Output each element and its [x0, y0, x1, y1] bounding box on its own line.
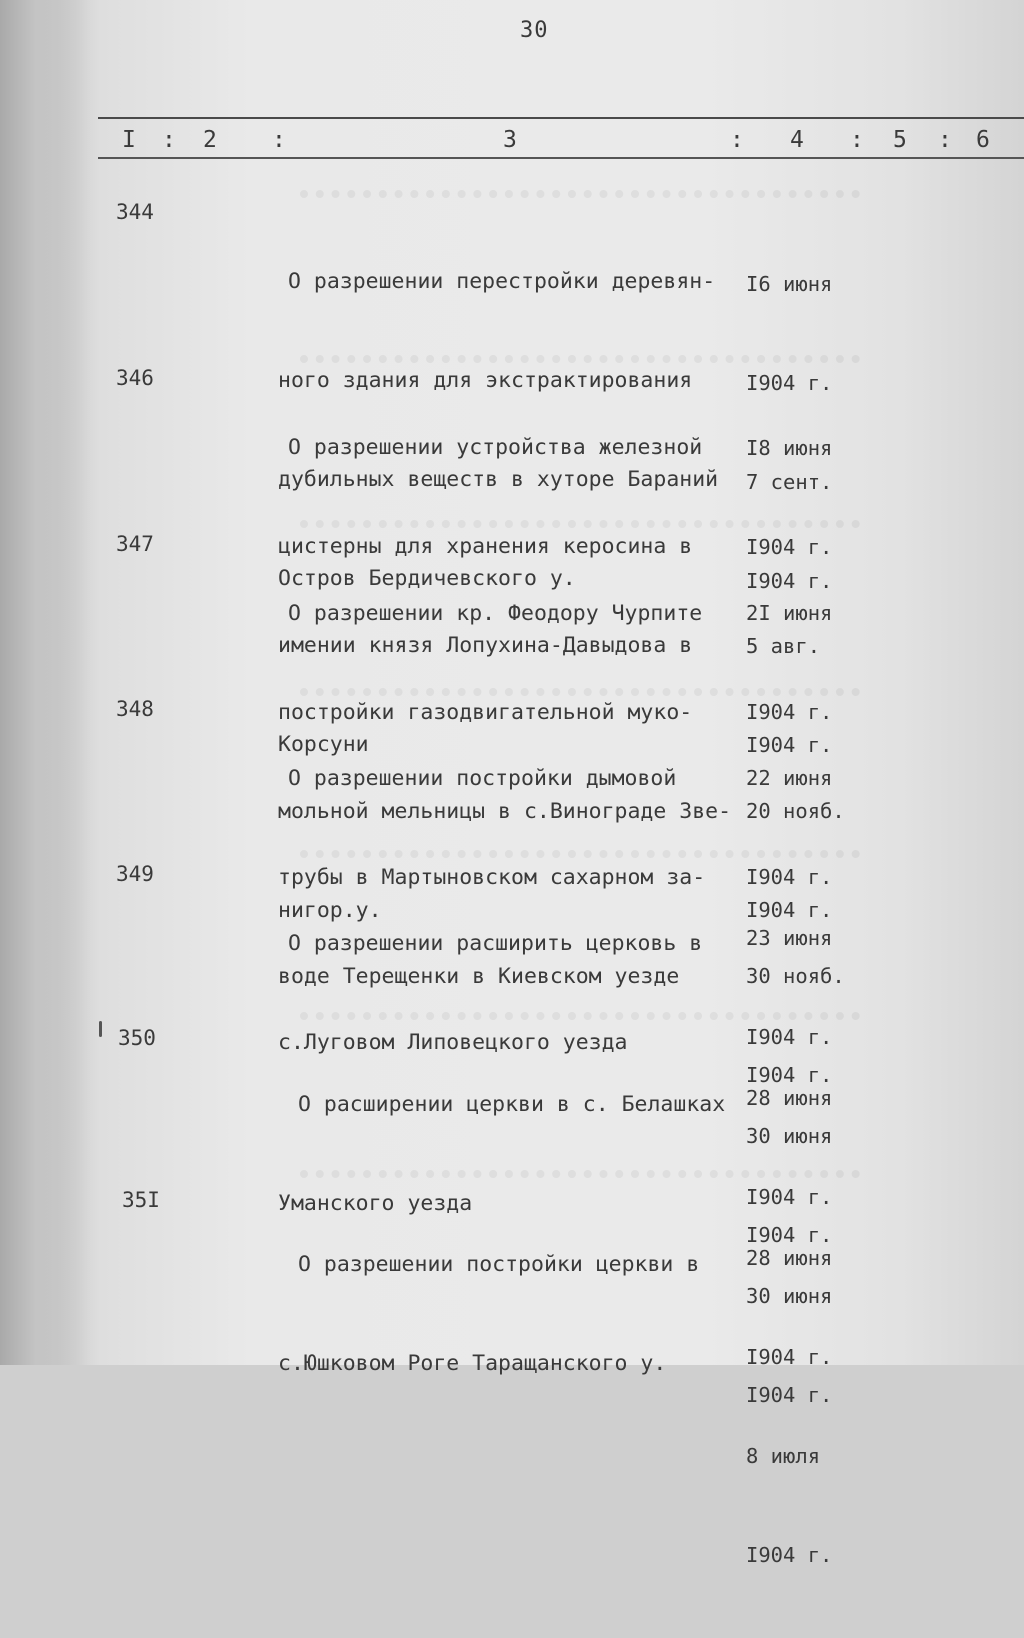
entry-date-line: 28 июня [746, 1246, 833, 1270]
column-header-1: I [122, 127, 136, 153]
entry-date-line: I904 г. [746, 1063, 833, 1087]
entry-number: 344 [116, 200, 154, 224]
entry-title-line: О разрешении перестройки деревян- [288, 269, 716, 294]
header-bottom-rule [98, 157, 1024, 159]
entry-title-line: имении князя Лопухина-Давыдова в [278, 633, 693, 658]
entry-title-line: О разрешении постройки дымовой [288, 766, 677, 791]
entry-title-line: О разрешении кр. Феодору Чурпите [288, 601, 703, 626]
entry-dates [746, 1176, 856, 1638]
entry-title-line: Уманского уезда [278, 1191, 473, 1216]
entry-number: 350 [118, 1026, 156, 1050]
entry-title-line: ного здания для экстрактирования [278, 368, 693, 393]
entry-title-line: с.Луговом Липовецкого уезда [278, 1030, 628, 1055]
entry-number: 346 [116, 366, 154, 390]
entry-title-line: О разрешении устройства железной [288, 435, 703, 460]
entry-date-line: I904 г. [746, 569, 833, 593]
entry-date-line: I904 г. [746, 1223, 833, 1247]
entry-date-line: 20 нояб. [746, 799, 845, 823]
entry-title-line: трубы в Мартыновском сахарном за- [278, 865, 706, 890]
entry-title-line: с.Юшковом Роге Таращанского у. [278, 1351, 667, 1376]
entry-date-line: 30 нояб. [746, 964, 845, 988]
entry-date-line: 28 июня [746, 1086, 833, 1110]
entry-date-line: I8 июня [746, 436, 833, 460]
entry-date-line: I6 июня [746, 272, 833, 296]
column-separator: : [850, 127, 864, 153]
entry-title-line: О разрешении постройки церкви в [298, 1252, 700, 1277]
entry-title-line: нигор.у. [278, 898, 382, 923]
entry-date-line: 22 июня [746, 766, 833, 790]
entry-title-line: воде Терещенки в Киевском уезде [278, 964, 680, 989]
entry-title-line: постройки газодвигательной муко- [278, 700, 693, 725]
book-binding-shadow [0, 0, 90, 1365]
column-separator: : [938, 127, 952, 153]
header-top-rule [98, 117, 1024, 119]
entry-title-line: Корсуни [278, 732, 369, 757]
entry-date-line: I904 г. [746, 1345, 833, 1369]
entry-date-line: I904 г. [746, 898, 833, 922]
entry-date-line: I904 г. [746, 1185, 833, 1209]
entry-title-line: мольной мельницы в с.Винограде Зве- [278, 799, 732, 824]
entry-title-line: Остров Бердичевского у. [278, 566, 576, 591]
entry-title-line: О разрешении расширить церковь в [288, 931, 703, 956]
margin-mark [99, 1021, 102, 1037]
entry-date-line: I904 г. [746, 1383, 833, 1407]
entry-date-line: 23 июня [746, 926, 833, 950]
column-separator: : [162, 127, 176, 153]
column-header-4: 4 [790, 127, 804, 153]
entry-number: 349 [116, 862, 154, 886]
entry-number: 347 [116, 532, 154, 556]
entry-title [278, 1182, 748, 1446]
column-header-3: 3 [503, 127, 517, 153]
entry-date-line: I904 г. [746, 733, 833, 757]
entry-date-line: I904 г. [746, 371, 833, 395]
entry-date-line: I904 г. [746, 865, 833, 889]
entry-date-line: 30 июня [746, 1124, 833, 1148]
column-separator: : [730, 127, 744, 153]
column-header-5: 5 [893, 127, 907, 153]
entry-date-line: 8 июля [746, 1444, 821, 1468]
entry-number: 348 [116, 697, 154, 721]
page-number: 30 [520, 18, 549, 43]
column-separator: : [272, 127, 286, 153]
entry-date-line: I904 г. [746, 1543, 833, 1567]
column-header-2: 2 [203, 127, 217, 153]
entry-date-line: 30 июня [746, 1284, 833, 1308]
entry-date-line: 7 сент. [746, 470, 833, 494]
column-header-6: 6 [976, 127, 990, 153]
entry-title-line: О расширении церкви в с. Белашках [298, 1092, 726, 1117]
entry-number: 35I [122, 1188, 160, 1212]
entry-title-line: цистерны для хранения керосина в [278, 534, 693, 559]
entry-date-line: I904 г. [746, 1025, 833, 1049]
entry-date-line: 2I июня [746, 601, 833, 625]
entry-date-line: 5 авг. [746, 634, 821, 658]
entry-date-line: I904 г. [746, 535, 833, 559]
entry-date-line: I904 г. [746, 700, 833, 724]
entry-title-line: дубильных веществ в хуторе Бараний [278, 467, 719, 492]
